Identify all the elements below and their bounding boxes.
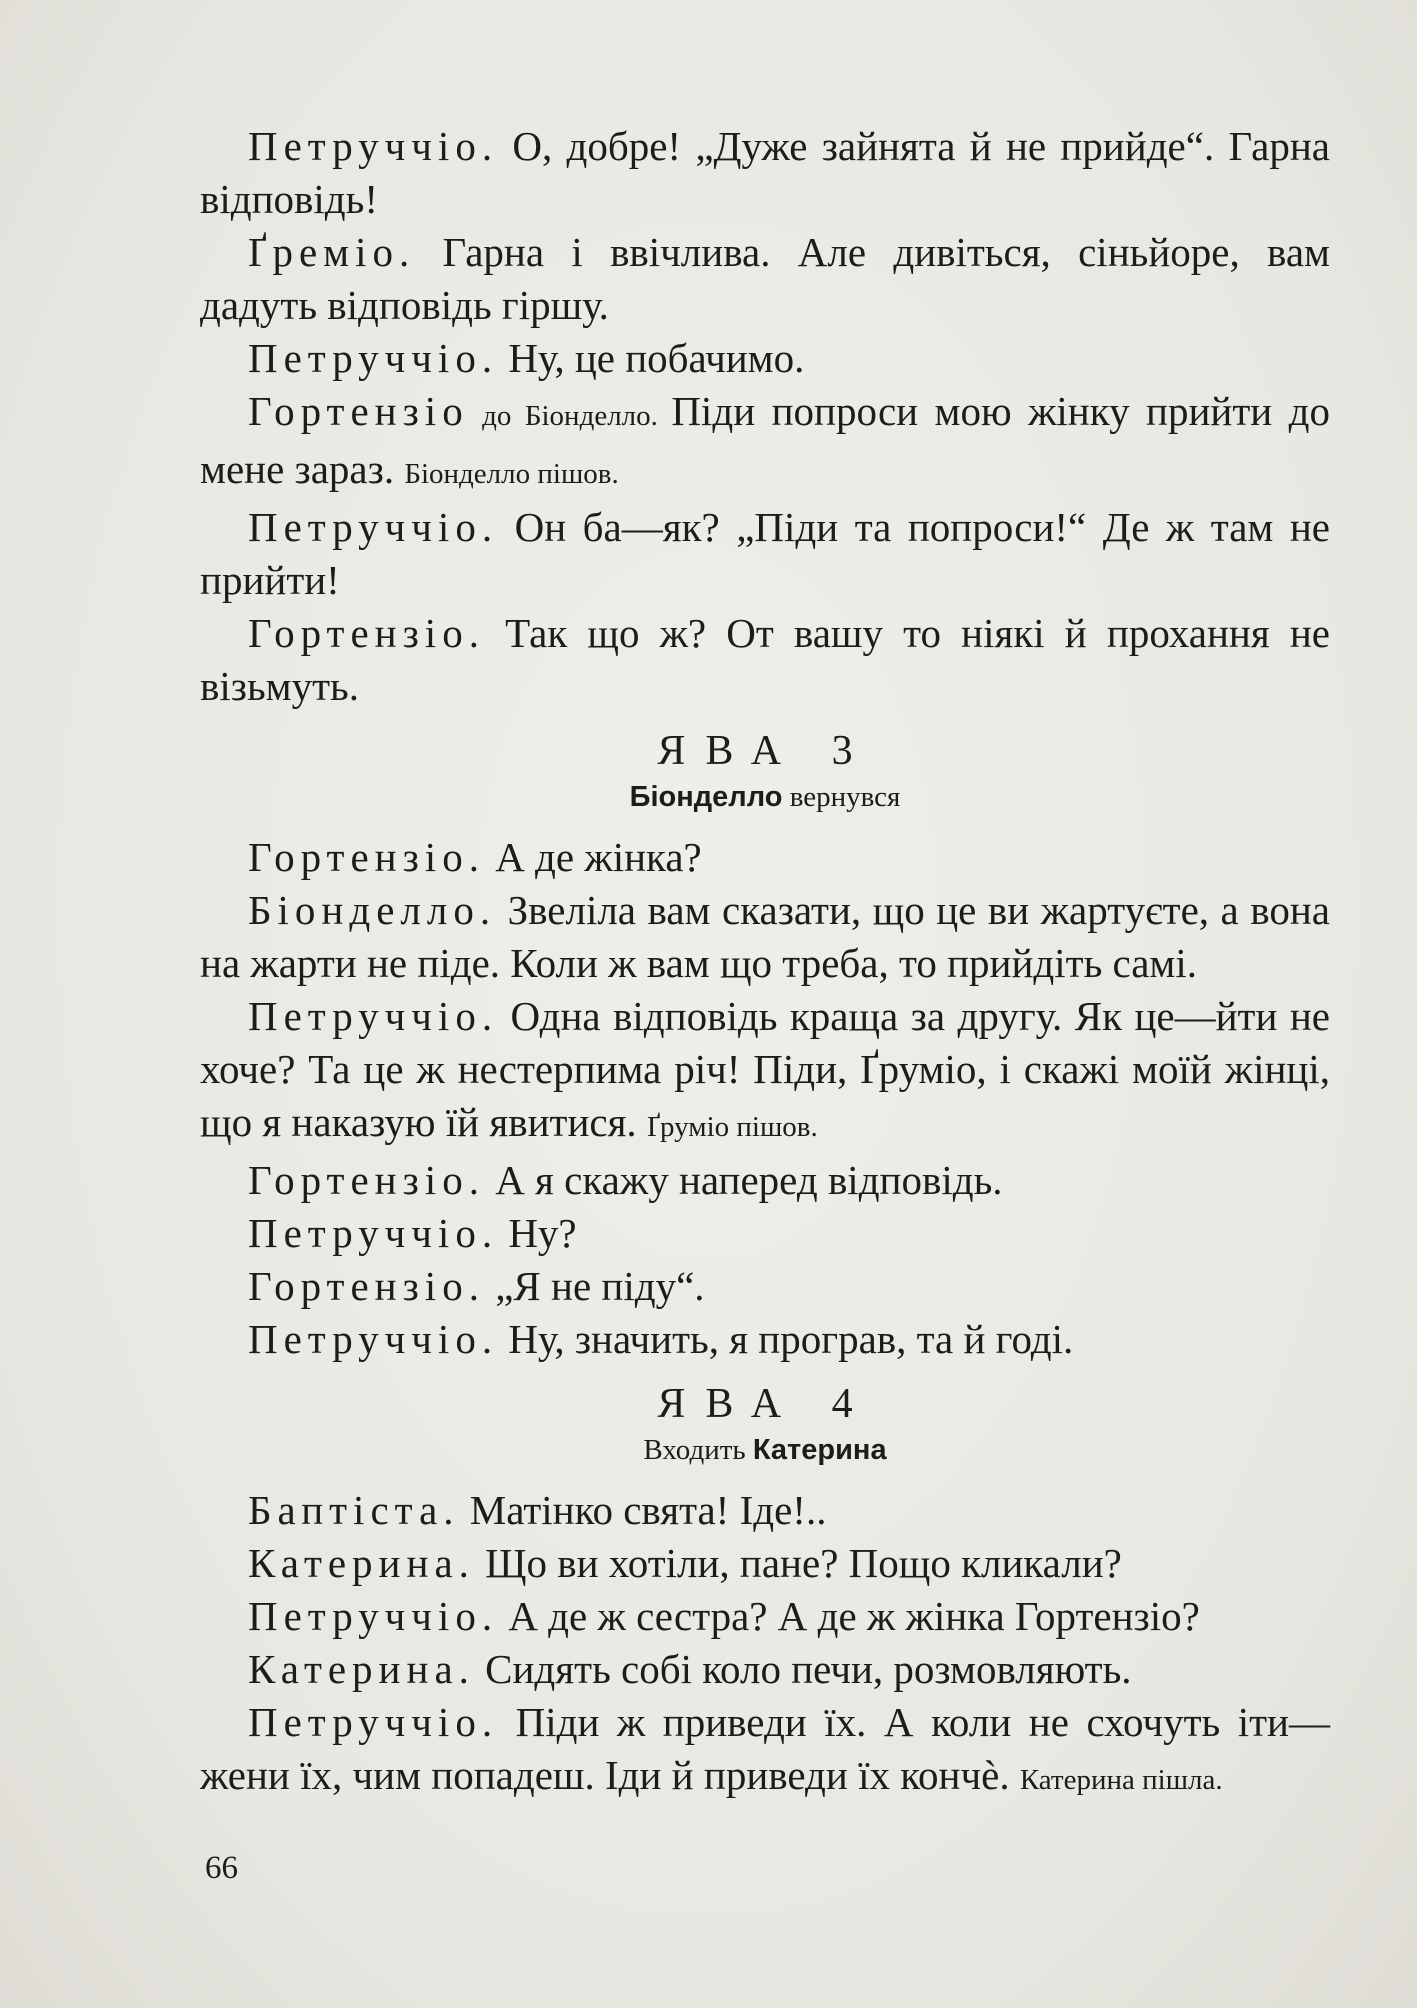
speaker-name: Катерина. <box>248 1540 475 1586</box>
speaker-name: Гортензіо <box>248 388 469 434</box>
dialogue-paragraph <box>200 1484 1330 1537</box>
scene-direction-4-text: Входить <box>643 1434 753 1466</box>
speech-text: Одна відповідь краща за другу. Як це—йти не хоче? Та це ж нестерпима річ! Піди, Ґруміо, і скажі моїй жінці, що я наказую їй явитися. <box>200 993 1330 1145</box>
speaker-name: Петруччіо. <box>248 1593 499 1639</box>
speaker-name: Петруччіо. <box>248 335 499 381</box>
dialogue-paragraph <box>200 884 1330 990</box>
dialogue-paragraph <box>200 831 1330 884</box>
dialogue-paragraph <box>200 1154 1330 1207</box>
dialogue-paragraph <box>200 226 1330 332</box>
speaker-name: Баптіста. <box>248 1487 460 1533</box>
dialogue-block-b <box>200 831 1330 1366</box>
dialogue-paragraph <box>200 1207 1330 1260</box>
speech-text: „Я не піду“. <box>484 1263 705 1309</box>
speaker-name: Біонделло. <box>248 887 497 933</box>
dialogue-paragraph <box>200 332 1330 385</box>
speaker-name: Петруччіо. <box>248 123 499 169</box>
speech-text: Піди попроси мою жінку прийти до мене зараз. <box>200 388 1330 492</box>
speech-text: Ну? <box>498 1210 577 1256</box>
scene-direction-3-name: Біонделло <box>629 781 783 813</box>
stage-direction: до Біонделло. <box>468 400 672 432</box>
dialogue-block-c <box>200 1484 1330 1807</box>
dialogue-paragraph <box>200 1696 1330 1807</box>
scene-direction-3 <box>200 777 1330 817</box>
stage-direction: Біонделло пішов. <box>404 458 619 490</box>
speaker-name: Гортензіо. <box>248 1157 485 1203</box>
page-number: 66 <box>205 1850 238 1886</box>
scene-direction-3-text: вернувся <box>782 781 901 813</box>
dialogue-paragraph <box>200 1260 1330 1313</box>
speech-text: Так що ж? От вашу то ніякі й прохання не візьмуть. <box>200 610 1330 709</box>
scene-direction-4 <box>200 1430 1330 1470</box>
speech-text: О, добре! „Дуже зайнята й не прийде“. Гарна відповідь! <box>200 123 1330 222</box>
dialogue-paragraph <box>200 990 1330 1154</box>
stage-direction: Ґруміо пішов. <box>646 1111 818 1143</box>
speech-text: Ну, це побачимо. <box>498 335 805 381</box>
speaker-name: Гортензіо. <box>248 1263 485 1309</box>
dialogue-paragraph <box>200 1313 1330 1366</box>
dialogue-paragraph <box>200 385 1330 501</box>
speech-text: А я скажу наперед відповідь. <box>484 1157 1003 1203</box>
speech-text: Що ви хотіли, пане? Пощо кликали? <box>474 1540 1122 1586</box>
dialogue-paragraph <box>200 120 1330 226</box>
speaker-name: Катерина. <box>248 1646 475 1692</box>
scene-direction-4-name: Катерина <box>752 1434 887 1466</box>
scene-heading-4: ЯВА 4 <box>657 1381 873 1427</box>
scene-heading-3: ЯВА 3 <box>657 728 873 774</box>
speaker-name: Гортензіо. <box>248 834 485 880</box>
page-text <box>200 120 1330 1807</box>
dialogue-paragraph <box>200 1537 1330 1590</box>
speech-text: А де жінка? <box>484 834 702 880</box>
dialogue-paragraph <box>200 501 1330 607</box>
speech-text: Сидять собі коло печи, розмовляють. <box>474 1646 1132 1692</box>
speaker-name: Петруччіо. <box>248 1210 499 1256</box>
speech-text: Он ба—як? „Піди та попроси!“ Де ж там не прийти! <box>200 504 1330 603</box>
speech-text: Піди ж приведи їх. А коли не схочуть іти—жени їх, чим попадеш. Іди й приведи їх кончѐ. <box>200 1699 1330 1798</box>
speaker-name: Петруччіо. <box>248 1316 499 1362</box>
speaker-name: Гортензіо. <box>248 610 485 656</box>
speaker-name: Петруччіо. <box>248 504 499 550</box>
speaker-name: Ґреміо. <box>248 229 416 275</box>
speech-text: Матінко свята! Іде!.. <box>459 1487 827 1533</box>
speaker-name: Петруччіо. <box>248 1699 499 1745</box>
stage-direction: Катерина пішла. <box>1019 1764 1223 1796</box>
speech-text: Ну, значить, я програв, та й годі. <box>498 1316 1074 1362</box>
speech-text: А де ж сестра? А де ж жінка Гортензіо? <box>498 1593 1200 1639</box>
speech-text: Звеліла вам сказати, що це ви жартуєте, а вона на жарти не піде. Коли ж вам що треба, то прийдіть самі. <box>200 887 1330 986</box>
speech-text: Гарна і ввічлива. Але дивіться, сіньйоре, вам дадуть відповідь гіршу. <box>200 229 1330 328</box>
dialogue-block-a <box>200 120 1330 713</box>
speaker-name: Петруччіо. <box>248 993 499 1039</box>
dialogue-paragraph <box>200 1590 1330 1643</box>
dialogue-paragraph <box>200 1643 1330 1696</box>
dialogue-paragraph <box>200 607 1330 713</box>
